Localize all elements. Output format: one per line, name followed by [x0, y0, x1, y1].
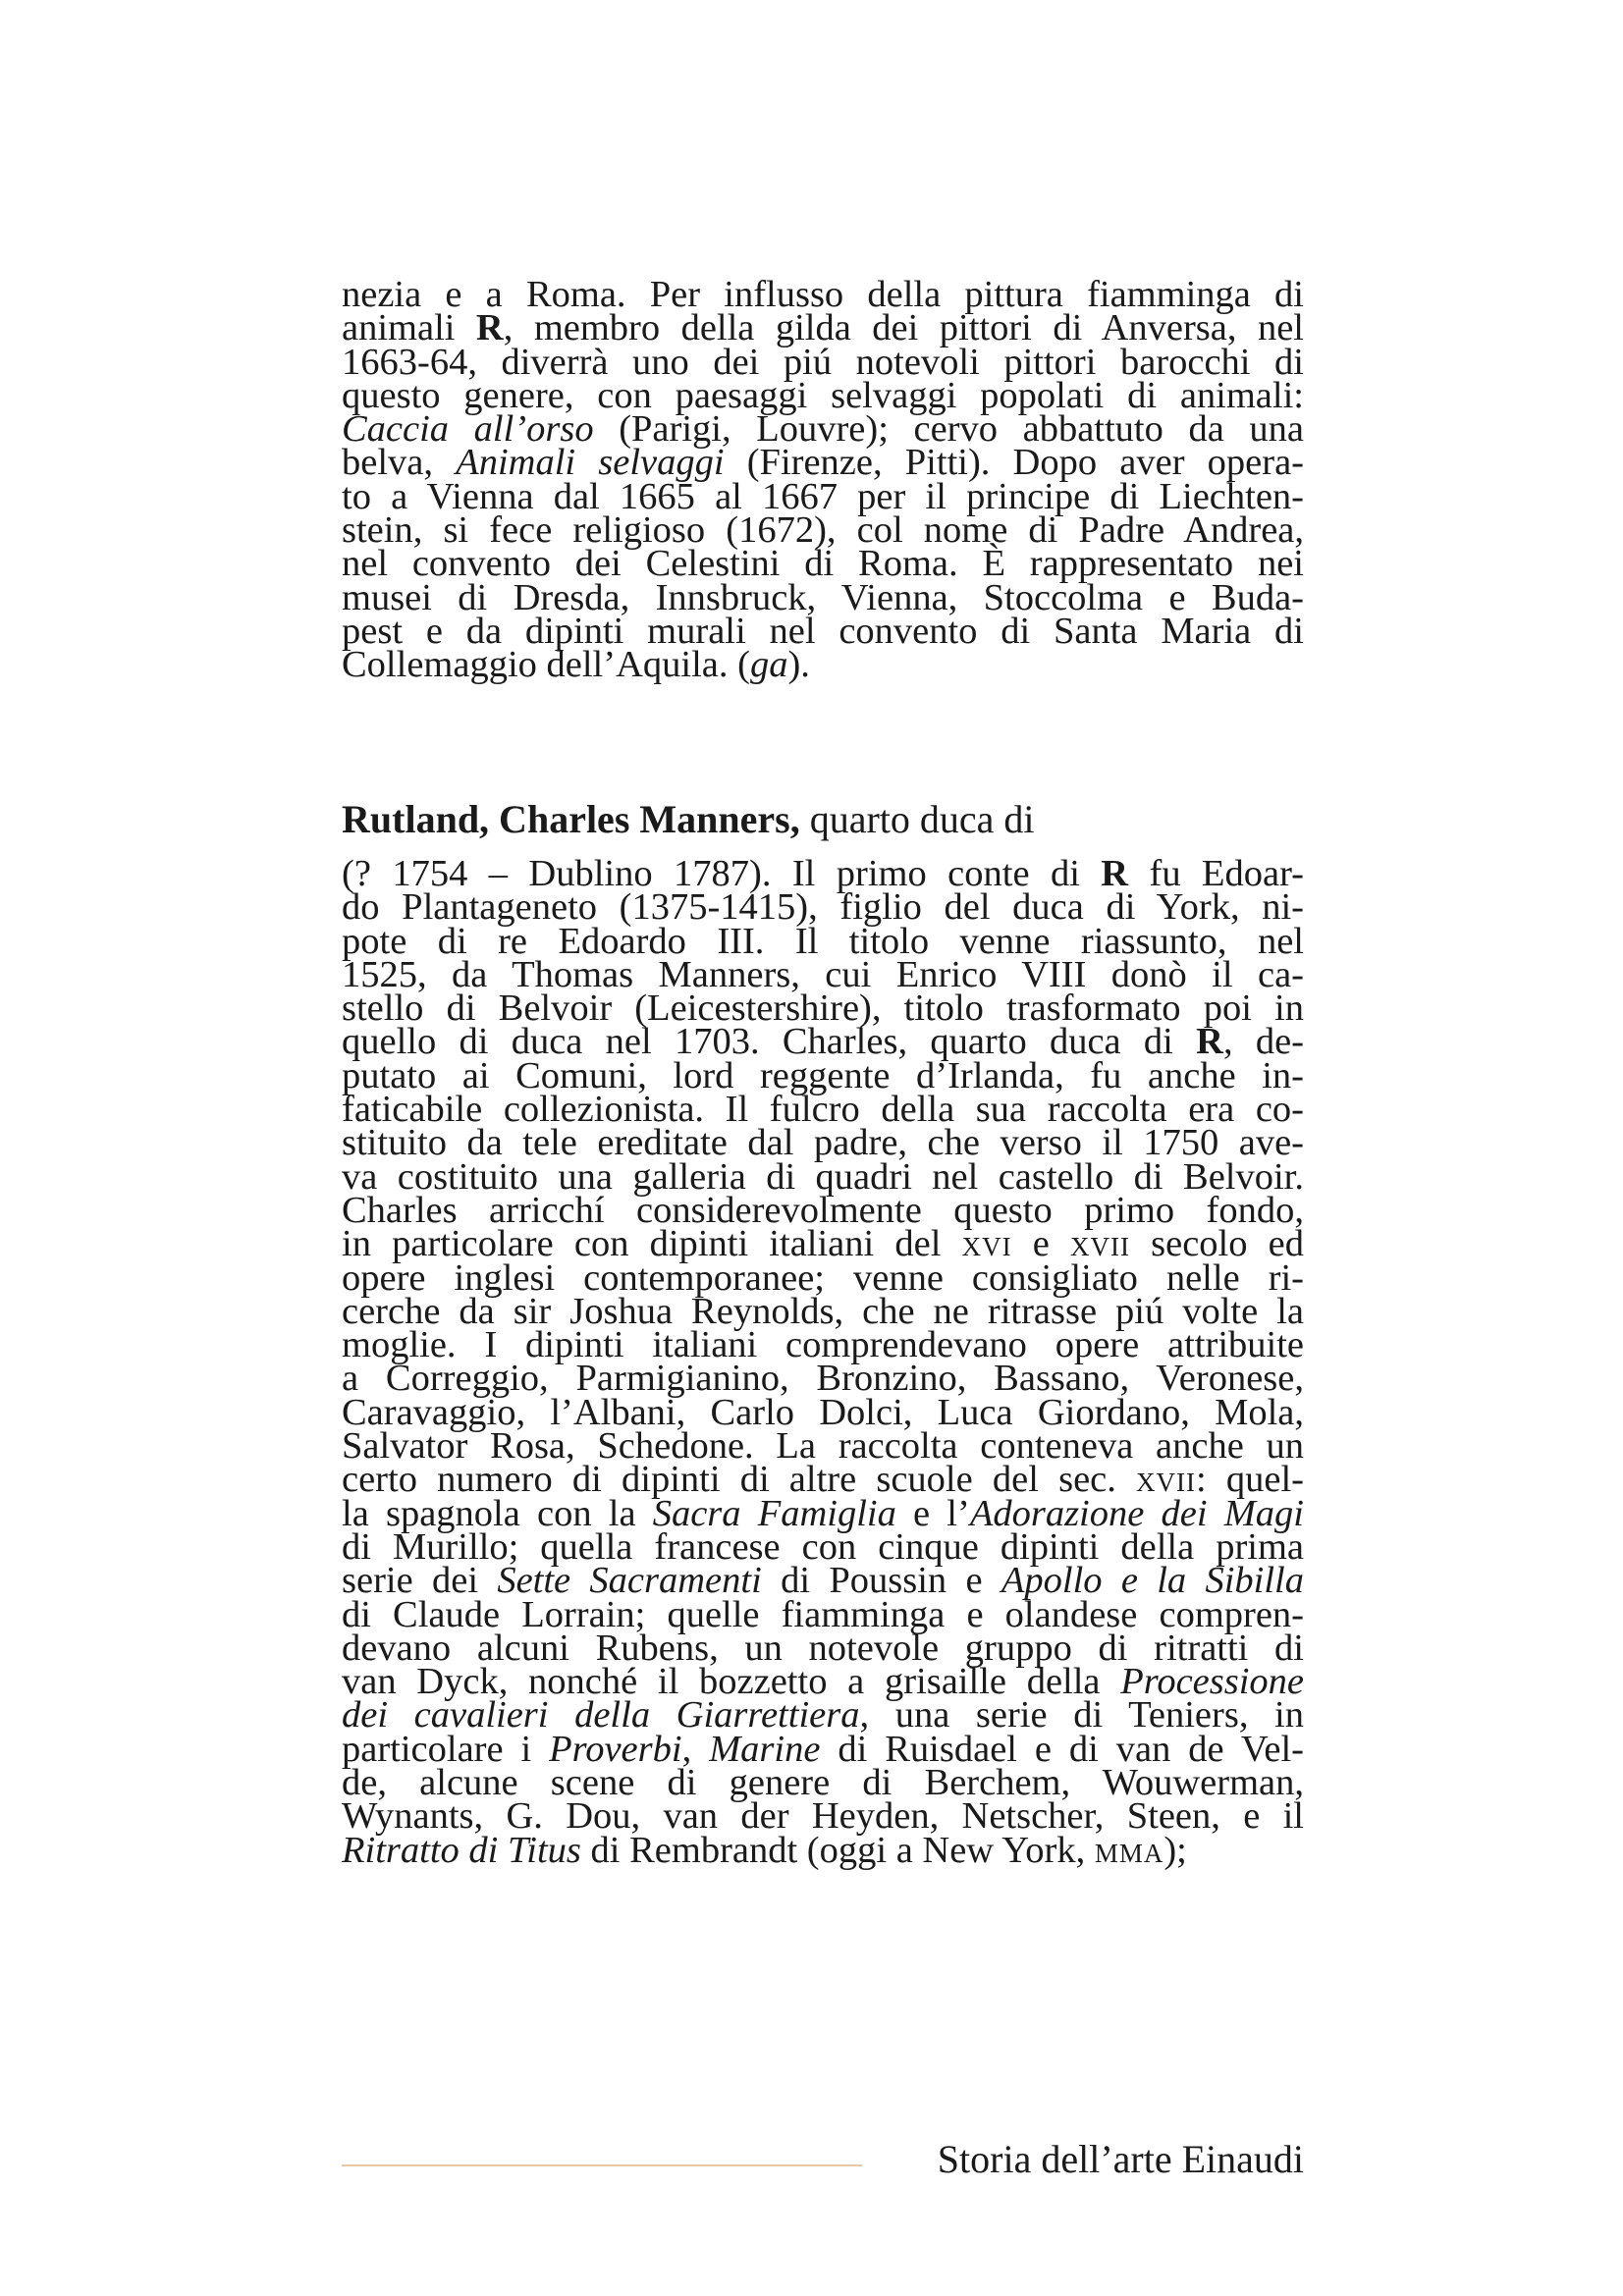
entry2-line: va costituito una galleria di quadri nel castello di Belvoir. [342, 1155, 1304, 1198]
entry2-line: dei cavalieri della Giarrettiera, una serie di Teniers, in [342, 1694, 1305, 1736]
entry2-line: serie dei Sette Sacramenti di Poussin e Apollo e la Sibilla [342, 1560, 1304, 1602]
entry2-line: di Claude Lorrain; quelle fiamminga e olandese compren- [342, 1593, 1304, 1635]
entry2-line: Wynants, G. Dou, van der Heyden, Netscher, Steen, e il [342, 1795, 1304, 1838]
entry1-line: Caccia all’orso (Parigi, Louvre); cervo abbattuto da una [342, 408, 1305, 451]
entry1-line: nezia e a Roma. Per influsso della pittura fiamminga di [342, 274, 1304, 315]
entry2-line: stituito da tele ereditate dal padre, che verso il 1750 ave- [342, 1122, 1304, 1164]
entry-heading [342, 798, 1035, 841]
entry2-line: Caravaggio, l’Albani, Carlo Dolci, Luca Giordano, Mola, [342, 1391, 1304, 1433]
entry-heading-name: Rutland, Charles Manners, [342, 797, 800, 841]
entry2-line: di Murillo; quella francese con cinque dipinti della prima [342, 1525, 1304, 1568]
entry-rutland-body [342, 853, 1305, 1871]
entry2-line: do Plantageneto (1375-1415), figlio del duca di York, ni- [342, 886, 1304, 929]
entry2-line: Charles arricchí considerevolmente questo primo fondo, [342, 1189, 1304, 1231]
entry2-line: in particolare con dipinti italiani del xvi e xvii secolo ed [342, 1223, 1304, 1265]
entry1-line: stein, si fece religioso (1672), col nome di Padre Andrea, [342, 509, 1304, 552]
entry1-line: musei di Dresda, Innsbruck, Vienna, Stoccolma e Buda- [342, 576, 1304, 618]
entry2-line: certo numero di dipinti di altre scuole del sec. xvii: quel- [342, 1459, 1304, 1501]
entry2-line: quello di duca nel 1703. Charles, quarto duca di R, de- [342, 1021, 1304, 1063]
footer-rule [342, 2164, 862, 2166]
entry2-line: van Dyck, nonché il bozzetto a grisaille della Processione [342, 1661, 1304, 1703]
entry2-line: cerche da sir Joshua Reynolds, che ne ritrasse piú volte la [342, 1290, 1304, 1332]
entry-heading-title: quarto duca di [799, 797, 1035, 841]
entry2-line: particolare i Proverbi, Marine di Ruisdael e di van de Vel- [342, 1728, 1304, 1770]
entry2-line: opere inglesi contemporanee; venne consigliato nelle ri- [342, 1256, 1304, 1299]
entry2-line: a Correggio, Parmigianino, Bronzino, Bassano, Veronese, [342, 1358, 1304, 1400]
entry1-line: pest e da dipinti murali nel convento di Santa Maria di [342, 610, 1304, 652]
entry2-line: devano alcuni Rubens, un notevole gruppo di ritratti di [342, 1627, 1304, 1669]
entry2-line: la spagnola con la Sacra Famiglia e l’Adorazione dei Magi [342, 1492, 1304, 1534]
entry2-line: pote di re Edoardo III. Il titolo venne riassunto, nel [342, 920, 1304, 962]
entry1-line: questo genere, con paesaggi selvaggi popolati di animali: [342, 374, 1304, 416]
entry1-line: animali R, membro della gilda dei pittori di Anversa, nel [342, 307, 1304, 349]
entry2-line: Salvator Rosa, Schedone. La raccolta conteneva anche un [342, 1425, 1304, 1468]
entry1-line: nel convento dei Celestini di Roma. È rappresentato nei [342, 543, 1304, 585]
entry2-line: faticabile collezionista. Il fulcro della sua raccolta era co- [342, 1089, 1304, 1131]
entry1-line: Collemaggio dell’Aquila. (ga). [342, 644, 810, 686]
entry1-line: to a Vienna dal 1665 al 1667 per il principe di Liechten- [342, 475, 1304, 517]
entry2-line: de, alcune scene di genere di Berchem, Wouwerman, [342, 1762, 1304, 1804]
entry2-line: (? 1754 – Dublino 1787). Il primo conte di R fu Edoar- [342, 853, 1304, 894]
entry2-line: putato ai Comuni, lord reggente d’Irlanda, fu anche in- [342, 1054, 1304, 1096]
entry2-line: stello di Belvoir (Leicestershire), titolo trasformato poi in [342, 988, 1304, 1030]
entry-continuation [342, 274, 1305, 686]
entry2-line: Ritratto di Titus di Rembrandt (oggi a New York, mma); [342, 1829, 1187, 1871]
footer-publisher: Storia dell’arte Einaudi [937, 2137, 1304, 2181]
entry1-line: 1663-64, diverrà uno dei piú notevoli pittori barocchi di [342, 341, 1304, 383]
entry2-line: 1525, da Thomas Manners, cui Enrico VIII donò il ca- [342, 953, 1304, 995]
entry1-line: belva, Animali selvaggi (Firenze, Pitti). Dopo aver opera- [342, 442, 1305, 484]
entry2-line: moglie. I dipinti italiani comprendevano opere attribuite [342, 1324, 1304, 1366]
